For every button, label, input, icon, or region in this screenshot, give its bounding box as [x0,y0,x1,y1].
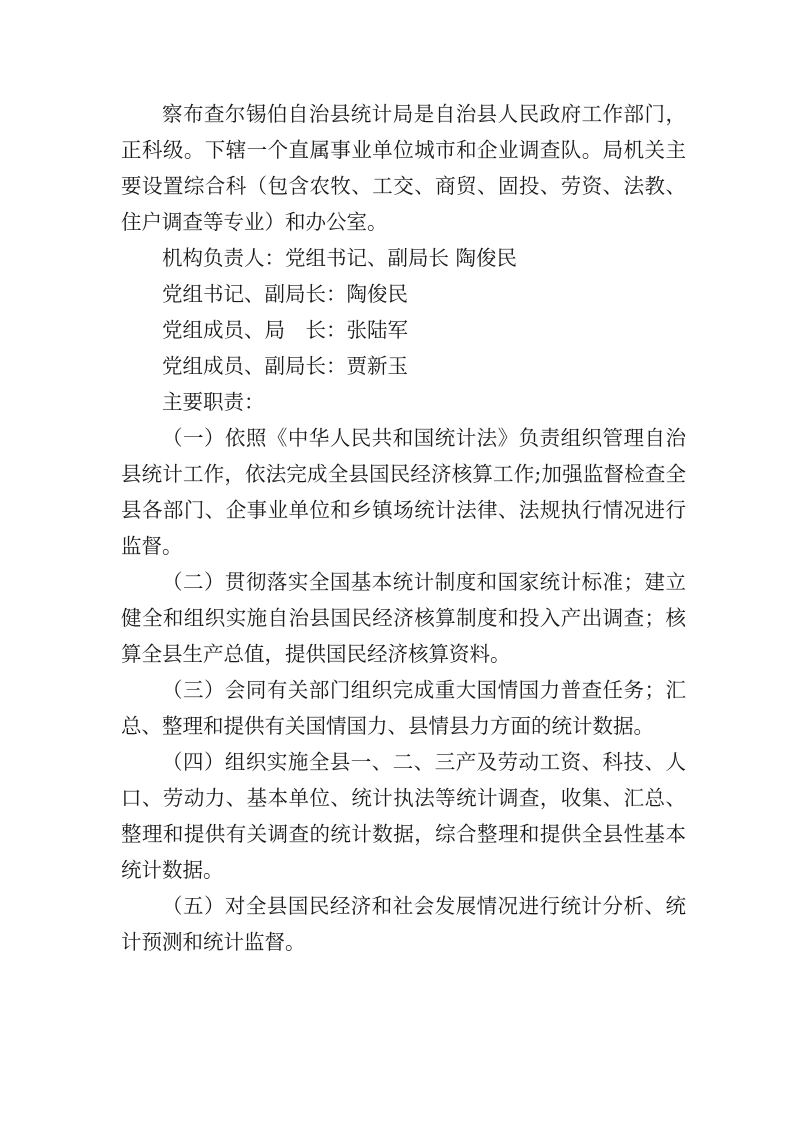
paragraph-duty-1: （一）依照《中华人民共和国统计法》负责组织管理自治县统计工作，依法完成全县国民经济核算工作;加强监督检查全县各部门、企事业单位和乡镇场统计法律、法规执行情况进行监督。 [121,426,686,558]
paragraph-duties-heading: 主要职责： [162,390,265,414]
document-body [121,96,686,960]
paragraph-duty-5: （五）对全县国民经济和社会发展情况进行统计分析、统计预测和统计监督。 [121,894,686,954]
paragraph-duty-2: （二）贯彻落实全国基本统计制度和国家统计标准；建立健全和组织实施自治县国民经济核算制度和投入产出调查；核算全县生产总值，提供国民经济核算资料。 [121,570,686,666]
paragraph-intro: 察布查尔锡伯自治县统计局是自治县人民政府工作部门，正科级。下辖一个直属事业单位城市和企业调查队。局机关主要设置综合科（包含农牧、工交、商贸、固投、劳资、法教、住户调查等专业）和办公室。 [121,102,686,234]
paragraph-secretary: 党组书记、副局长：陶俊民 [162,282,408,306]
paragraph-duty-4: （四）组织实施全县一、二、三产及劳动工资、科技、人口、劳动力、基本单位、统计执法等统计调查，收集、汇总、整理和提供有关调查的统计数据，综合整理和提供全县性基本统计数据。 [121,750,686,882]
paragraph-director: 党组成员、局 长：张陆军 [162,318,408,342]
paragraph-leader: 机构负责人：党组书记、副局长 陶俊民 [162,246,518,270]
paragraph-deputy-director: 党组成员、副局长：贾新玉 [162,354,408,378]
paragraph-duty-3: （三）会同有关部门组织完成重大国情国力普查任务；汇总、整理和提供有关国情国力、县情县力方面的统计数据。 [121,678,686,738]
